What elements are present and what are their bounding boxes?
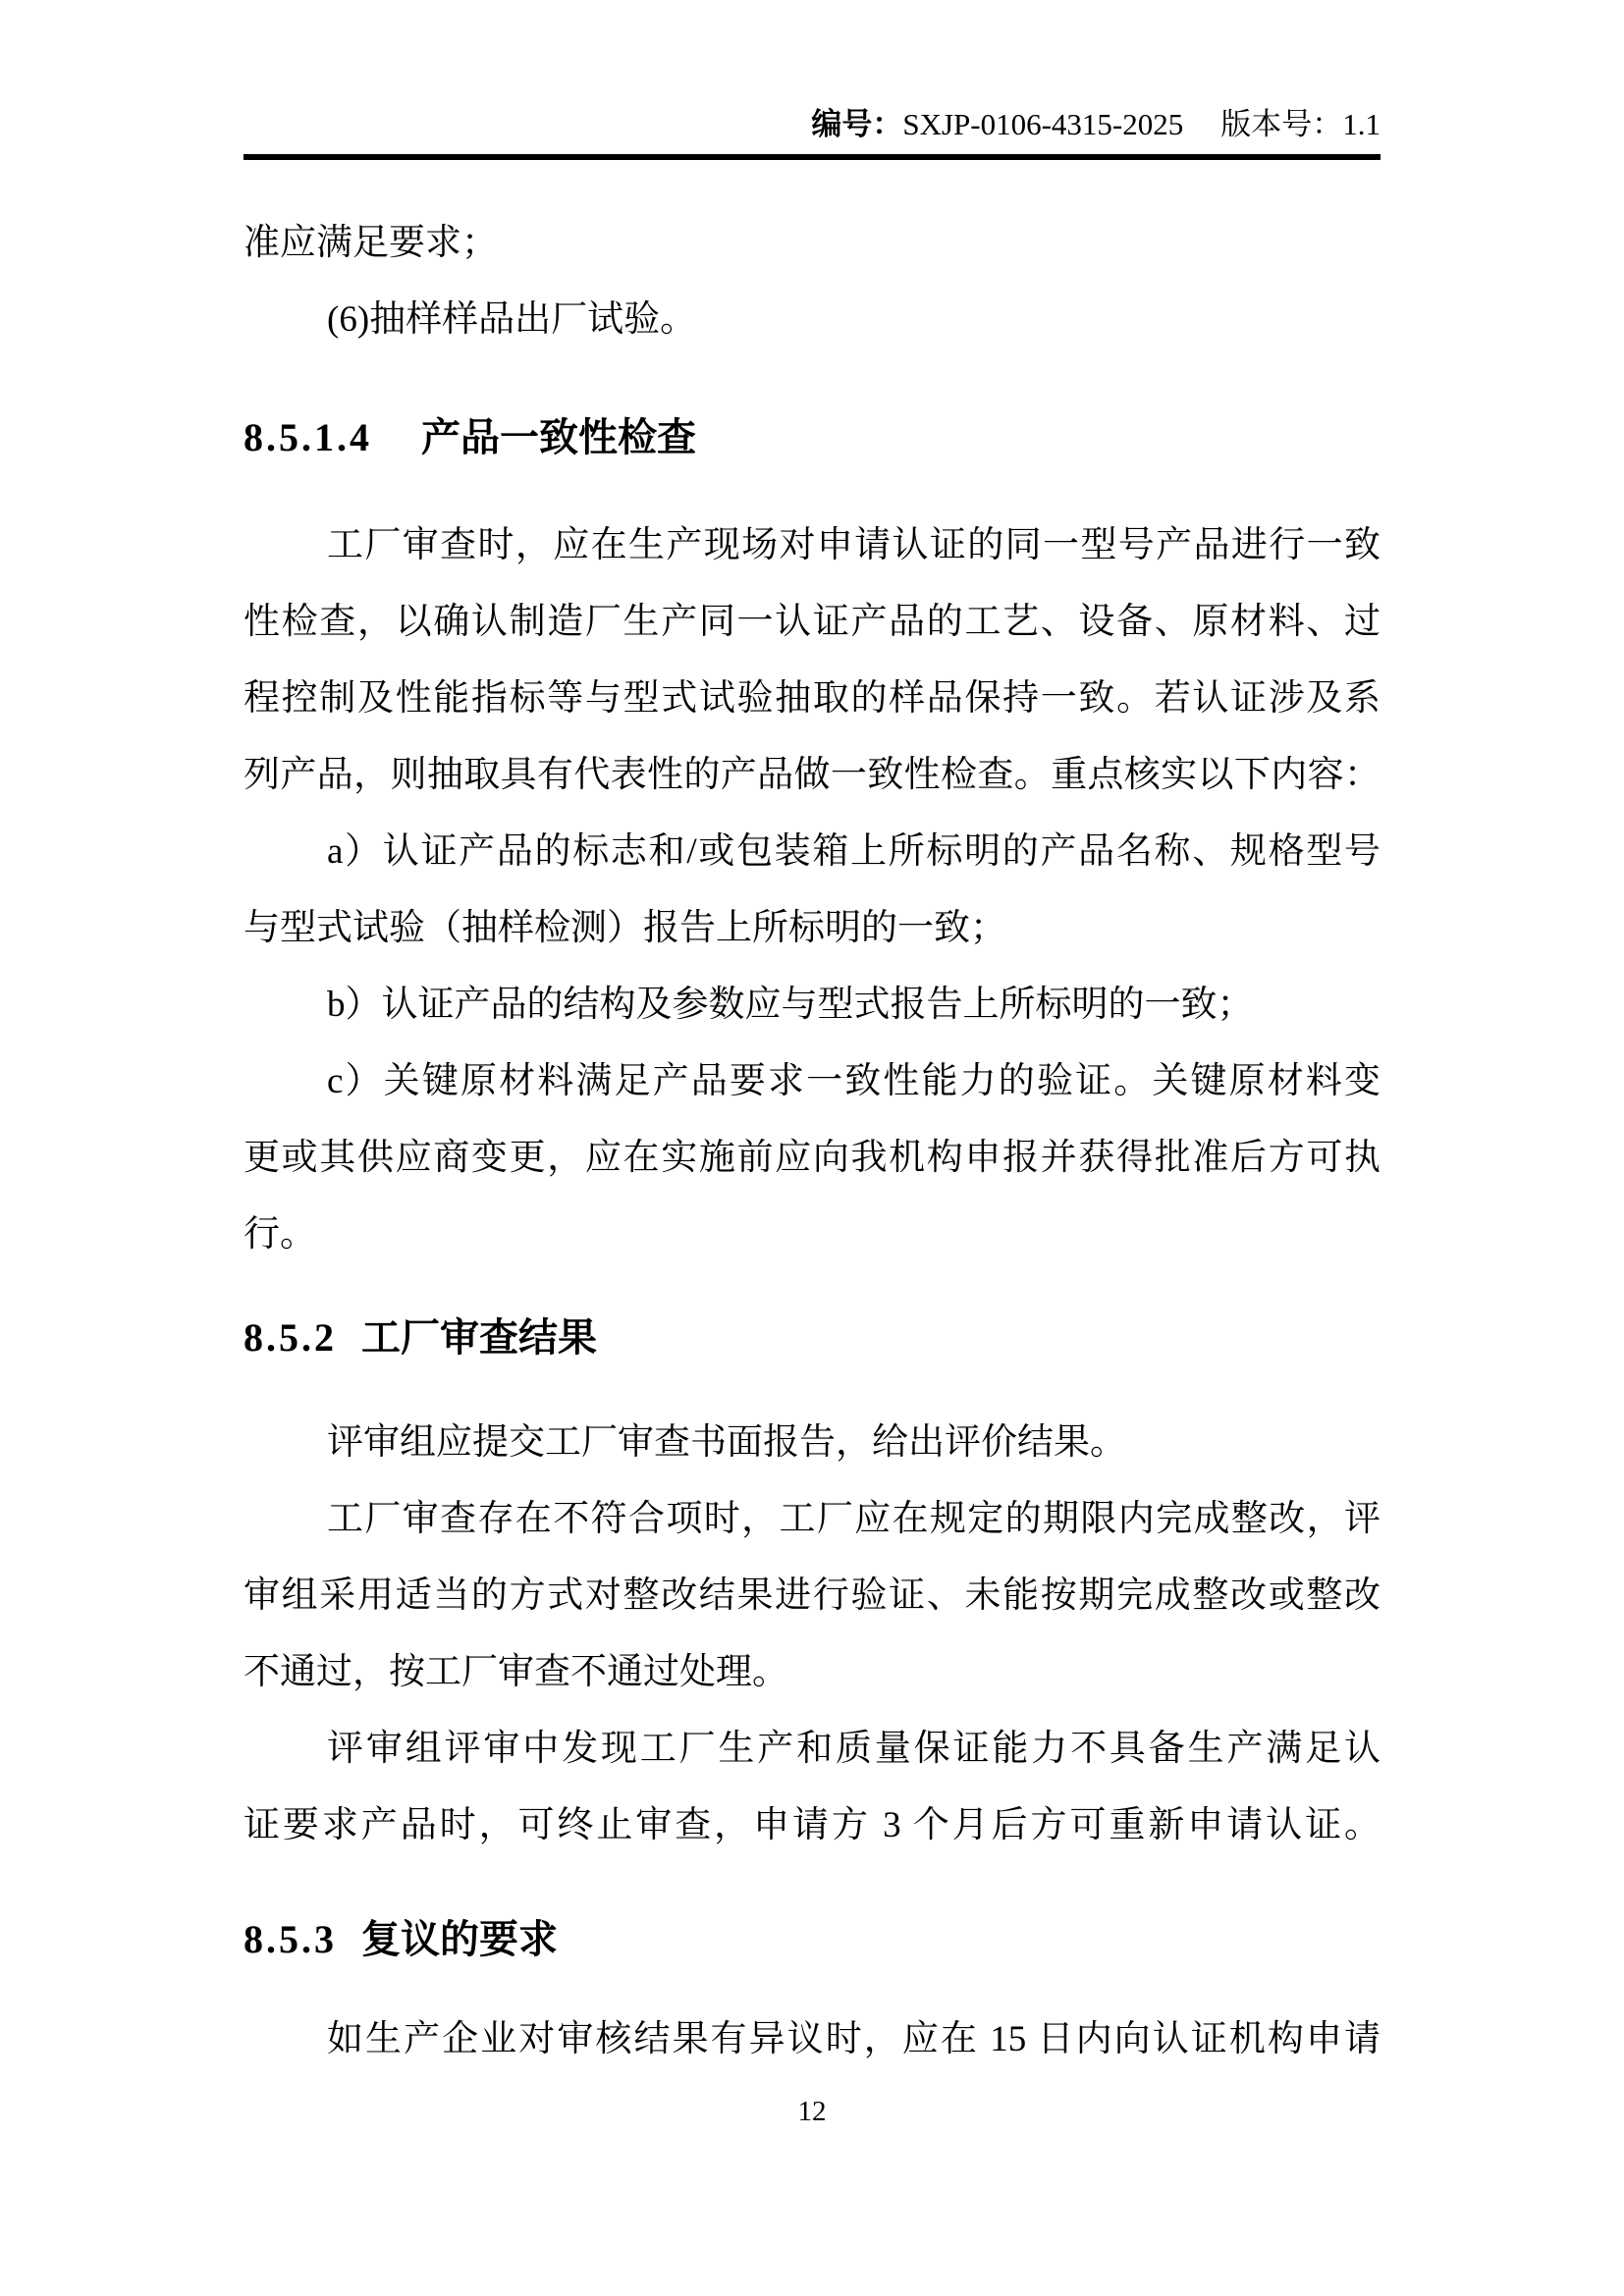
text-line: 证要求产品时，可终止审查，申请方 3 个月后方可重新申请认证。 [244, 1805, 1380, 1845]
heading-number: 8.5.3 [244, 1917, 337, 1961]
page-header [244, 104, 1380, 145]
text-line: 与型式试验（抽样检测）报告上所标明的一致； [244, 908, 1006, 948]
text-line: 工厂审查时，应在生产现场对申请认证的同一型号产品进行一致 [327, 525, 1380, 565]
text-line: 程控制及性能指标等与型式试验抽取的样品保持一致。若认证涉及系 [244, 678, 1380, 719]
text-line: c）关键原材料满足产品要求一致性能力的验证。关键原材料变 [327, 1061, 1380, 1101]
page-number: 12 [797, 2096, 827, 2127]
text-line: a）认证产品的标志和/或包装箱上所标明的产品名称、规格型号 [327, 831, 1380, 872]
text-line: (6)抽样样品出厂试验。 [327, 299, 697, 340]
text-line: 行。 [244, 1214, 316, 1255]
heading-number: 8.5.1.4 [244, 415, 372, 459]
heading-title: 产品一致性检查 [421, 416, 696, 459]
version-value: 1.1 [1342, 107, 1380, 141]
section-heading-8-5-2 [244, 1300, 1380, 1376]
text-line: 工厂审查存在不符合项时，工厂应在规定的期限内完成整改，评 [327, 1499, 1380, 1539]
doc-number-value: SXJP-0106-4315-2025 [902, 107, 1184, 141]
version-label: 版本号： [1220, 107, 1343, 141]
doc-number-label: 编号： [811, 107, 903, 141]
text-line: 如生产企业对审核结果有异议时，应在 15 日内向认证机构申请 [327, 2019, 1380, 2059]
header-divider-rule [244, 154, 1380, 160]
text-line: b）认证产品的结构及参数应与型式报告上所标明的一致； [327, 985, 1254, 1025]
text-line: 不通过，按工厂审查不通过处理。 [244, 1652, 788, 1692]
document-body [244, 205, 1380, 2131]
text-line: 准应满足要求； [244, 223, 498, 263]
text-line: 审组采用适当的方式对整改结果进行验证、未能按期完成整改或整改 [244, 1575, 1380, 1616]
heading-number: 8.5.2 [244, 1315, 337, 1360]
text-line: 列产品，则抽取具有代表性的产品做一致性检查。重点核实以下内容： [244, 755, 1380, 795]
heading-title: 工厂审查结果 [361, 1316, 597, 1360]
text-line: 评审组应提交工厂审查书面报告，给出评价结果。 [327, 1422, 1126, 1463]
text-line: 更或其供应商变更，应在实施前应向我机构申报并获得批准后方可执 [244, 1138, 1380, 1178]
heading-title: 复议的要求 [361, 1918, 558, 1961]
text-line: 性检查，以确认制造厂生产同一认证产品的工艺、设备、原材料、过 [244, 602, 1380, 642]
section-heading-8-5-3 [244, 1901, 1380, 1978]
text-line: 评审组评审中发现工厂生产和质量保证能力不具备生产满足认 [327, 1729, 1380, 1769]
section-heading-8-5-1-4 [244, 400, 1380, 476]
